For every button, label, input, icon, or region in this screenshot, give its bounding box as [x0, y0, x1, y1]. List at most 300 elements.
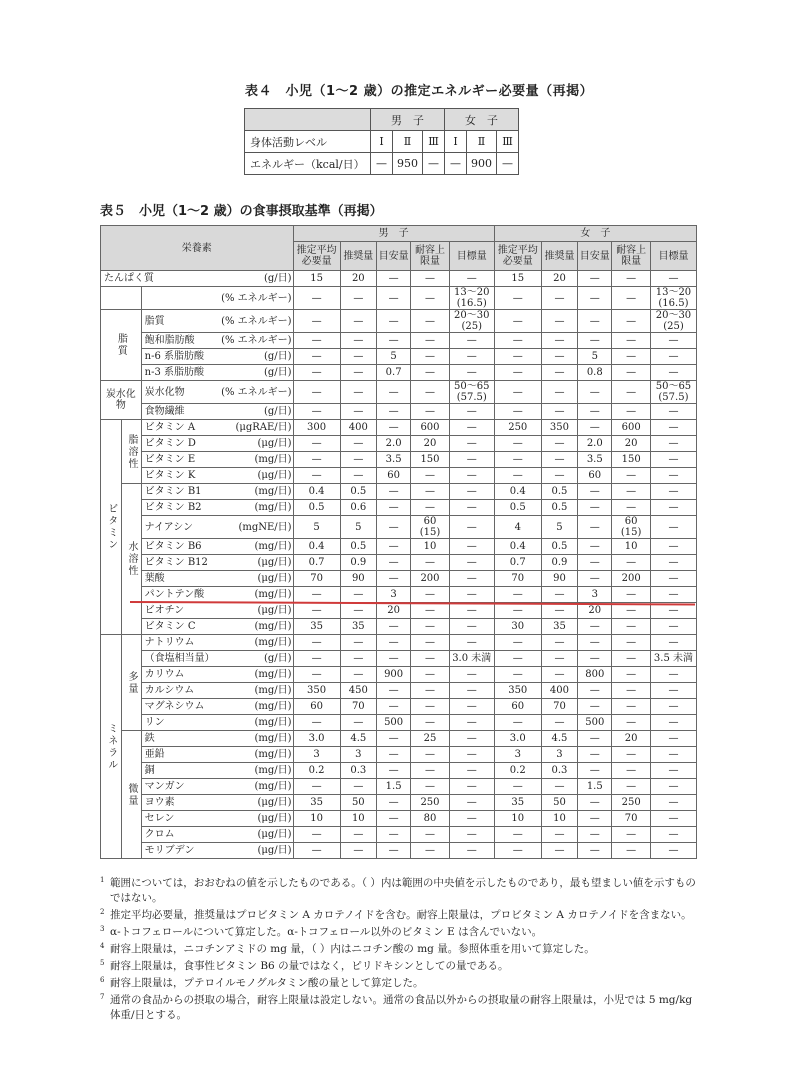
nutrient-label: ビタミン B1 — [144, 486, 202, 497]
group-mineral: ミネラル — [101, 635, 122, 859]
value-cell: — — [612, 603, 651, 619]
table-row — [101, 381, 697, 404]
nutrient-label: n-3 系脂肪酸 — [144, 367, 205, 378]
nutrient-unit: (μg/日) — [257, 845, 292, 856]
value-cell: — — [578, 651, 612, 667]
table-row — [101, 468, 697, 484]
value-cell: — — [494, 587, 541, 603]
value-cell: — — [494, 843, 541, 859]
value-cell: — — [449, 468, 494, 484]
nutrient-label: ビタミン A — [144, 422, 196, 433]
value-cell: 150 — [411, 452, 450, 468]
value-cell: — — [411, 381, 450, 404]
value-cell: 0.5 — [541, 484, 577, 500]
value-cell: — — [612, 635, 651, 651]
value-cell: — — [293, 404, 340, 420]
value-cell: 60 — [494, 699, 541, 715]
value-cell: — — [340, 827, 376, 843]
nutrient-name — [141, 539, 293, 555]
col-dg: 目標量 — [449, 242, 494, 271]
value-cell: 20 — [377, 603, 411, 619]
group-vitamin: ビタミン — [101, 420, 122, 635]
value-cell: — — [377, 539, 411, 555]
nutrient-label: ビタミン B12 — [144, 557, 208, 568]
value-cell: — — [340, 587, 376, 603]
nutrient-label: ビタミン B6 — [144, 541, 202, 552]
nutrient-unit: (μg/日) — [257, 605, 292, 616]
value-cell: — — [377, 571, 411, 587]
nutrient-name — [141, 571, 293, 587]
nutrient-unit: (g/日) — [263, 273, 292, 284]
table-row — [101, 795, 697, 811]
protein-indent — [101, 287, 142, 310]
value-cell: — — [377, 420, 411, 436]
value-cell: — — [578, 484, 612, 500]
value-cell: 70 — [612, 811, 651, 827]
value-cell: — — [650, 667, 696, 683]
nutrient-name — [141, 827, 293, 843]
value-cell: — — [494, 404, 541, 420]
value-cell: — — [612, 271, 651, 287]
nutrient-name — [101, 271, 294, 287]
value-cell: — — [411, 349, 450, 365]
value-cell: — — [293, 468, 340, 484]
footnote — [100, 993, 705, 1023]
value-cell: 60 — [578, 468, 612, 484]
value-cell: — — [449, 683, 494, 699]
nutrient-unit: (% エネルギー) — [221, 315, 292, 327]
value-cell: — — [411, 827, 450, 843]
value-cell: — — [494, 287, 541, 310]
value-cell: — — [377, 500, 411, 516]
footnote-number: 4 — [100, 942, 105, 950]
value-cell: — — [411, 619, 450, 635]
value-cell: 200 — [411, 571, 450, 587]
nutrient-name — [141, 484, 293, 500]
value-cell: — — [650, 779, 696, 795]
value-cell: — — [293, 436, 340, 452]
value-cell: 35 — [541, 619, 577, 635]
value-cell: — — [650, 484, 696, 500]
value-cell: — — [541, 603, 577, 619]
value-cell: 4.5 — [541, 731, 577, 747]
value-cell: 50 — [340, 795, 376, 811]
value-cell: — — [612, 555, 651, 571]
value-cell: — — [612, 333, 651, 349]
value-cell: 150 — [612, 452, 651, 468]
value-cell: 10 — [541, 811, 577, 827]
value-cell: — — [578, 635, 612, 651]
value-cell: 0.2 — [494, 763, 541, 779]
nutrient-unit: (g/日) — [263, 406, 292, 417]
value-cell: — — [411, 699, 450, 715]
value-cell: 60 — [377, 468, 411, 484]
footnote-text: α-トコフェロールについて算定した。α-トコフェロール以外のビタミン E は含んでいない。 — [110, 926, 543, 938]
value-cell: — — [650, 699, 696, 715]
group-carb: 炭水化物 — [101, 381, 142, 420]
value-cell: — — [494, 333, 541, 349]
value-cell: — — [578, 381, 612, 404]
nutrient-label: 鉄 — [144, 733, 155, 744]
value-cell: — — [449, 603, 494, 619]
value-cell: — — [612, 779, 651, 795]
nutrient-unit: (mg/日) — [254, 541, 292, 552]
value-cell: 0.3 — [541, 763, 577, 779]
value-cell: — — [650, 452, 696, 468]
value-cell: — — [541, 587, 577, 603]
value-cell: 60 — [293, 699, 340, 715]
value-cell: 0.7 — [377, 365, 411, 381]
value-cell: — — [449, 571, 494, 587]
value-cell: — — [293, 381, 340, 404]
nutrient-unit: (mg/日) — [254, 502, 292, 513]
value-cell: 3 — [377, 587, 411, 603]
value-cell: 600 — [612, 420, 651, 436]
value-cell: — — [612, 699, 651, 715]
value-cell: — — [377, 404, 411, 420]
value-cell: 10 — [612, 539, 651, 555]
value-cell: — — [541, 779, 577, 795]
value-cell: — — [494, 779, 541, 795]
nutrient-name — [141, 715, 293, 731]
nutrient-unit: (mg/日) — [254, 589, 292, 600]
value-cell: — — [650, 635, 696, 651]
value-cell: — — [612, 468, 651, 484]
table-row — [101, 516, 697, 539]
value-cell: 0.5 — [340, 539, 376, 555]
value-cell: — — [650, 843, 696, 859]
value-cell: — — [449, 587, 494, 603]
value-cell: — — [449, 271, 494, 287]
footnote-text: 通常の食品からの摂取の場合，耐容上限量は設定しない。通常の食品以外からの摂取量の耐容上限量は，小児では 5 mg/kg 体重/日とする。 — [110, 994, 693, 1021]
value-cell: 0.7 — [494, 555, 541, 571]
value-cell: — — [541, 381, 577, 404]
value-cell: — — [449, 795, 494, 811]
table-row — [101, 731, 697, 747]
nutrient-label: クロム — [144, 829, 175, 840]
value-cell: — — [411, 310, 450, 333]
value-cell: — — [578, 333, 612, 349]
value-cell: — — [449, 333, 494, 349]
value-cell: — — [541, 468, 577, 484]
value-cell: 5 — [541, 516, 577, 539]
value-cell: 50～65 (57.5) — [449, 381, 494, 404]
value-cell: 70 — [340, 699, 376, 715]
value-cell: 350 — [494, 683, 541, 699]
value-cell: — — [449, 516, 494, 539]
value-cell: — — [612, 715, 651, 731]
value-cell: — — [449, 699, 494, 715]
value-cell: — — [578, 310, 612, 333]
value-cell: — — [650, 827, 696, 843]
value-cell: — — [494, 715, 541, 731]
activity-level-label: 身体活動レベル — [245, 131, 371, 153]
nutrient-unit: (μg/日) — [257, 797, 292, 808]
value-cell: — — [411, 667, 450, 683]
value-cell: 5 — [293, 516, 340, 539]
nutrient-name — [141, 619, 293, 635]
value-cell: — — [340, 779, 376, 795]
value-cell: 3.5 — [377, 452, 411, 468]
value-cell: 20 — [541, 271, 577, 287]
value-cell: — — [612, 587, 651, 603]
table-row — [101, 763, 697, 779]
value-cell: — — [411, 555, 450, 571]
table-row — [101, 811, 697, 827]
value-cell: — — [449, 715, 494, 731]
value-cell: — — [293, 827, 340, 843]
value-cell: — — [650, 436, 696, 452]
value-cell: — — [650, 619, 696, 635]
value-cell: — — [612, 484, 651, 500]
value-cell: — — [650, 516, 696, 539]
value-cell: 350 — [541, 420, 577, 436]
value-cell: — — [541, 715, 577, 731]
nutrient-label: カリウム — [144, 669, 185, 680]
level-cell: Ⅲ — [423, 131, 445, 153]
nutrient-label: ビタミン B2 — [144, 502, 202, 513]
value-cell: — — [494, 452, 541, 468]
value-cell: 0.4 — [494, 539, 541, 555]
value-cell: — — [612, 365, 651, 381]
value-cell: — — [377, 271, 411, 287]
value-cell: — — [340, 667, 376, 683]
nutrient-unit: (mg/日) — [254, 781, 292, 792]
footnotes — [100, 876, 705, 1025]
value-cell: — — [293, 603, 340, 619]
energy-label: エネルギー（kcal/日） — [245, 153, 371, 175]
table-row — [101, 571, 697, 587]
value-cell: 13～20 (16.5) — [650, 287, 696, 310]
nutrient-name — [141, 667, 293, 683]
footnote-number: 1 — [100, 876, 105, 884]
value-cell: — — [377, 555, 411, 571]
col-ai: 目安量 — [377, 242, 411, 271]
value-cell: — — [650, 587, 696, 603]
value-cell: — — [650, 539, 696, 555]
footnote-text: 推定平均必要量，推奨量はプロビタミン A カロテノイドを含む。耐容上限量は，プロビタミン A カロテノイドを含まない。 — [110, 909, 692, 921]
nutrient-unit: (mg/日) — [254, 701, 292, 712]
value-cell: — — [449, 404, 494, 420]
nutrient-name — [141, 404, 293, 420]
nutrient-unit: (μg/日) — [257, 470, 292, 481]
male-header: 男 子 — [293, 226, 494, 242]
value-cell: — — [541, 452, 577, 468]
value-cell: 20 — [612, 436, 651, 452]
value-cell: — — [449, 731, 494, 747]
value-cell: 20～30 (25) — [650, 310, 696, 333]
level-cell: Ⅰ — [371, 131, 393, 153]
value-cell: 5 — [340, 516, 376, 539]
nutrient-unit: (g/日) — [263, 653, 292, 664]
value-cell: — — [449, 539, 494, 555]
table-row — [101, 667, 697, 683]
col-rda: 推奨量 — [541, 242, 577, 271]
footnote — [100, 876, 705, 906]
nutrient-label: セレン — [144, 813, 175, 824]
value-cell: — — [650, 571, 696, 587]
nutrient-unit: (μg/日) — [257, 438, 292, 449]
value-cell: — — [340, 404, 376, 420]
value-cell: — — [578, 699, 612, 715]
value-cell: — — [377, 763, 411, 779]
value-cell: 200 — [612, 571, 651, 587]
nutrient-name — [141, 420, 293, 436]
value-cell: — — [612, 747, 651, 763]
value-cell: — — [449, 763, 494, 779]
value-cell: 400 — [340, 420, 376, 436]
nutrient-name — [141, 381, 293, 404]
col-ul: 耐容上限量 — [411, 242, 450, 271]
value-cell: — — [411, 500, 450, 516]
table-row — [101, 420, 697, 436]
value-cell: — — [449, 500, 494, 516]
value-cell: 300 — [293, 420, 340, 436]
col-ai: 目安量 — [578, 242, 612, 271]
nutrient-label: カルシウム — [144, 685, 195, 696]
value-cell: — — [650, 603, 696, 619]
value-cell: — — [340, 333, 376, 349]
nutrient-name — [141, 763, 293, 779]
value-cell: — — [650, 349, 696, 365]
value-cell: 900 — [377, 667, 411, 683]
value-cell: — — [612, 619, 651, 635]
col-ear: 推定平均必要量 — [293, 242, 340, 271]
value-cell: — — [411, 715, 450, 731]
value-cell: — — [449, 667, 494, 683]
value-cell: — — [541, 365, 577, 381]
table-row — [101, 651, 697, 667]
value-cell: — — [293, 715, 340, 731]
nutrient-label: 亜鉛 — [144, 749, 165, 760]
footnote — [100, 976, 705, 991]
value-cell: 3.5 — [578, 452, 612, 468]
value-cell: — — [541, 310, 577, 333]
value-cell: 25 — [411, 731, 450, 747]
value-cell: — — [293, 287, 340, 310]
value-cell: — — [650, 731, 696, 747]
value-cell: 1.5 — [377, 779, 411, 795]
nutrient-label: 脂質 — [144, 315, 165, 327]
value-cell: — — [541, 651, 577, 667]
value-cell: 20 — [411, 436, 450, 452]
value-cell: — — [578, 747, 612, 763]
level-cell: Ⅱ — [467, 131, 497, 153]
group-water-soluble: 水溶性 — [122, 484, 141, 635]
value-cell: — — [578, 500, 612, 516]
value-cell: 90 — [340, 571, 376, 587]
value-cell: — — [377, 619, 411, 635]
nutrient-unit: (% エネルギー) — [221, 335, 292, 346]
value-cell: — — [449, 635, 494, 651]
table5-title: 表５ 小児（1～2 歳）の食事摂取基準（再掲） — [100, 204, 383, 219]
value-cell: — — [411, 365, 450, 381]
footnote-number: 3 — [100, 925, 105, 933]
value-cell: — — [578, 420, 612, 436]
value-cell: — — [449, 843, 494, 859]
value-cell: — — [340, 381, 376, 404]
nutrient-unit: (% エネルギー) — [221, 386, 292, 398]
value-cell: — — [650, 404, 696, 420]
group-fat: 脂質 — [101, 310, 142, 381]
value-cell: — — [293, 667, 340, 683]
value-cell: — — [293, 365, 340, 381]
value-cell: — — [578, 555, 612, 571]
table-row — [101, 619, 697, 635]
value-cell: — — [411, 683, 450, 699]
value-cell: — — [650, 333, 696, 349]
table-row — [101, 539, 697, 555]
value-cell: — — [411, 747, 450, 763]
value-cell: — — [340, 715, 376, 731]
value-cell: — — [494, 468, 541, 484]
nutrient-label: ナトリウム — [144, 637, 195, 648]
value-cell: — — [411, 333, 450, 349]
nutrient-unit: (% エネルギー) — [221, 292, 292, 304]
nutrient-name — [141, 365, 293, 381]
value-cell: — — [377, 333, 411, 349]
value-cell: — — [541, 404, 577, 420]
nutrient-unit: (μgRAE/日) — [235, 422, 292, 433]
value-cell: — — [340, 452, 376, 468]
value-cell: — — [612, 683, 651, 699]
nutrient-label: モリブデン — [144, 845, 195, 856]
value-cell: — — [377, 516, 411, 539]
value-cell: 70 — [541, 699, 577, 715]
value-cell: — — [612, 500, 651, 516]
value-cell: 35 — [293, 619, 340, 635]
value-cell: 10 — [293, 811, 340, 827]
value-cell: — — [340, 468, 376, 484]
value-cell: — — [340, 436, 376, 452]
table-row — [101, 555, 697, 571]
energy-cell: 900 — [467, 153, 497, 175]
value-cell: 0.5 — [541, 500, 577, 516]
nutrient-unit: (mg/日) — [254, 637, 292, 648]
value-cell: — — [377, 635, 411, 651]
footnote-number: 5 — [100, 959, 105, 967]
nutrient-unit: (g/日) — [263, 351, 292, 362]
level-cell: Ⅱ — [393, 131, 423, 153]
nutrient-name — [141, 779, 293, 795]
nutrient-label: 食物繊維 — [144, 406, 185, 417]
value-cell: — — [411, 603, 450, 619]
value-cell: 20 — [578, 603, 612, 619]
nutrient-unit: (mg/日) — [254, 765, 292, 776]
nutrient-name — [141, 635, 293, 651]
value-cell: — — [411, 287, 450, 310]
value-cell: — — [377, 827, 411, 843]
footnote-text: 耐容上限量は，プテロイルモノグルタミン酸の量として算定した。 — [110, 977, 424, 989]
nutrient-unit: (mg/日) — [254, 669, 292, 680]
value-cell: — — [650, 365, 696, 381]
male-header: 男 子 — [371, 109, 445, 131]
value-cell: — — [340, 310, 376, 333]
value-cell: — — [411, 635, 450, 651]
col-ear: 推定平均必要量 — [494, 242, 541, 271]
value-cell: — — [293, 843, 340, 859]
table-row — [101, 452, 697, 468]
value-cell: — — [293, 452, 340, 468]
nutrient-label: ヨウ素 — [144, 797, 175, 808]
value-cell: 0.8 — [578, 365, 612, 381]
value-cell: 35 — [494, 795, 541, 811]
value-cell: — — [449, 779, 494, 795]
energy-table — [244, 108, 519, 175]
value-cell: — — [449, 420, 494, 436]
value-cell: — — [650, 468, 696, 484]
value-cell: — — [411, 843, 450, 859]
